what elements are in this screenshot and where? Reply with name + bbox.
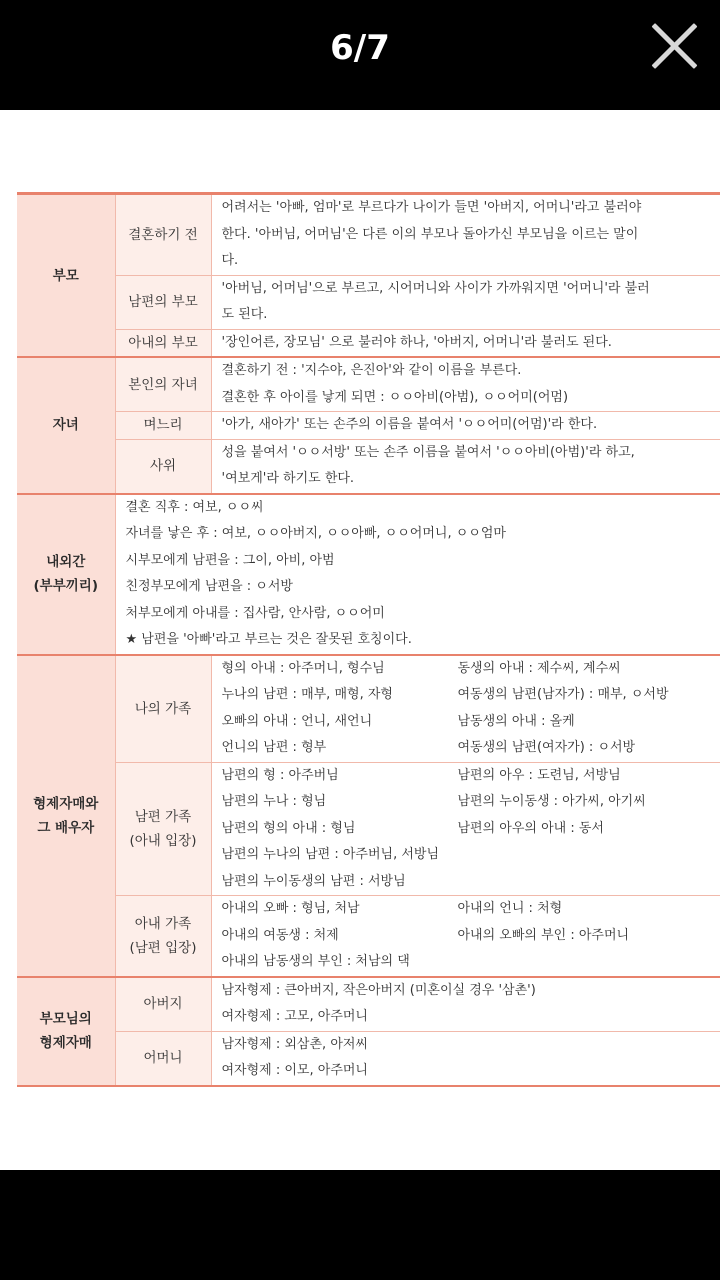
category-label: 형제자매 [39,1035,92,1051]
table-row [17,357,720,412]
description-cell [211,762,720,896]
subcategory-cell: 본인의 자녀 [115,357,211,412]
text-line: 시부모에게 남편을 : 그이, 아비, 아범 [125,552,335,568]
subcategory-cell: 사위 [115,439,211,494]
text-right: 남동생의 아내 : 올케 [457,713,575,729]
text-pair [222,816,720,843]
text-left: 누나의 남편 : 매부, 매형, 자형 [221,687,393,702]
category-cell [17,977,115,1086]
text-line: 결혼 직후 : 여보, ㅇㅇ씨 [125,499,264,515]
page-counter: 6/7 [330,28,390,68]
subcategory-cell [115,655,211,763]
text-pair [222,682,720,709]
table-row [17,977,720,1032]
category-label: 내외간 [46,554,86,570]
text-right: 여동생의 남편(남자가) : 매부, ㅇ서방 [457,687,669,702]
text-left: 남편의 형 : 아주버님 [221,767,339,783]
subcategory-label: (아내 입장) [129,832,197,849]
subcategory-cell: 결혼하기 전 [115,194,211,276]
subcategory-cell [115,896,211,977]
text-line: ★ 남편을 '아빠'라고 부르는 것은 잘못된 호칭이다. [125,632,412,647]
text-left: 언니의 남편 : 형부 [221,740,327,755]
text-line: 남편의 누이동생의 남편 : 서방님 [221,873,406,889]
text-left: 남편의 형의 아내 : 형님 [221,820,356,836]
viewer-top-bar [0,0,720,110]
subcategory-label: (남편 입장) [129,939,197,956]
subcategory-label: 남편 가족 [134,808,192,825]
table-row [17,439,720,494]
table-row [17,194,720,276]
table-row [17,655,720,763]
description-cell [211,977,720,1032]
text-pair [222,789,720,816]
category-cell [17,655,115,977]
description-cell [211,1031,720,1086]
table-row [17,762,720,896]
description-cell [211,655,720,763]
text-line: 아내의 남동생의 부인 : 처남의 댁 [221,954,410,969]
text-line: 도 된다. [221,307,268,322]
text-pair [222,656,720,683]
text-line: 친정부모에게 남편을 : ㅇ서방 [125,579,293,594]
description-cell [211,194,720,276]
text-right: 남편의 아우 : 도련님, 서방님 [457,767,621,783]
description-cell [211,329,720,357]
close-icon[interactable] [648,20,700,72]
text-line: 자녀를 낳은 후 : 여보, ㅇㅇ아버지, ㅇㅇ아빠, ㅇㅇ어머니, ㅇㅇ엄마 [125,526,506,541]
text-right: 남편의 아우의 아내 : 동서 [457,820,604,836]
text-right: 아내의 언니 : 처형 [457,901,563,916]
category-cell [17,494,115,655]
text-line: 어려서는 '아빠, 엄마'로 부르다가 나이가 들면 '아버지, 어머니'라고 불러야 [221,200,642,215]
subcategory-cell: 며느리 [115,412,211,440]
text-right: 남편의 누이동생 : 아가씨, 아기씨 [457,794,646,809]
text-line: 처부모에게 아내를 : 집사람, 안사람, ㅇㅇ어미 [125,605,385,621]
category-label: (부부끼리) [33,578,98,594]
table-row [17,896,720,977]
description-cell [115,494,720,655]
description-cell [211,412,720,440]
table-row [17,412,720,440]
image-viewport [0,110,720,1170]
viewer-bottom-bar [0,1170,720,1280]
text-line: '아버님, 어머님'으로 부르고, 시어머니와 사이가 가까워지면 '어머니'라 불러 [221,280,650,296]
text-right: 여동생의 남편(여자가) : ㅇ서방 [457,740,636,755]
subcategory-cell: 어머니 [115,1031,211,1086]
table-row [17,329,720,357]
subcategory-label: 아내 가족 [134,915,192,932]
text-pair [222,709,720,736]
text-line: 여자형제 : 이모, 아주머니 [221,1063,368,1078]
category-cell [17,194,115,358]
category-cell [17,357,115,494]
text-left: 아내의 오빠 : 형님, 처남 [221,901,360,916]
subcategory-cell: 남편의 부모 [115,275,211,329]
description-cell [211,439,720,494]
text-left: 아내의 여동생 : 처제 [221,927,339,943]
description-cell [211,275,720,329]
text-pair [222,735,720,762]
category-label: 부모님의 [39,1011,92,1027]
category-label: 자녀 [52,417,79,434]
text-left: 형의 아내 : 아주머니, 형수님 [221,660,385,676]
text-line: '여보게'라 하기도 한다. [221,471,355,486]
subcategory-cell: 아버지 [115,977,211,1032]
text-line: 한다. '아버님, 어머님'은 다른 이의 부모나 돌아가신 부모님을 이르는 말이 [221,226,639,242]
category-label: 형제자매와 [33,795,99,812]
honorifics-table [17,192,720,1087]
text-right: 동생의 아내 : 제수씨, 계수씨 [457,660,621,676]
table-row [17,1031,720,1086]
text-line: 결혼한 후 아이를 낳게 되면 : ㅇㅇ아비(아범), ㅇㅇ어미(어멈) [221,389,569,405]
text-pair [222,923,720,950]
text-line: 남자형제 : 큰아버지, 작은아버지 (미혼이실 경우 '삼촌') [221,982,536,998]
text-line: '아가, 새아가' 또는 손주의 이름을 붙여서 'ㅇㅇ어미(어멈)'라 한다. [221,417,598,432]
text-pair [222,763,720,790]
text-pair [222,896,720,923]
text-left: 오빠의 아내 : 언니, 새언니 [221,713,373,729]
text-line: '장인어른, 장모님' 으로 불러야 하나, '아버지, 어머니'라 불러도 된다. [221,334,612,350]
table-row [17,275,720,329]
table-row [17,494,720,655]
text-line: 남자형제 : 외삼촌, 아저씨 [221,1036,368,1052]
text-line: 다. [221,253,239,268]
subcategory-label: 나의 가족 [134,700,192,717]
text-line: 남편의 누나의 남편 : 아주버님, 서방님 [221,847,440,862]
description-cell [211,896,720,977]
text-line: 성을 붙여서 'ㅇㅇ서방' 또는 손주 이름을 붙여서 'ㅇㅇ아비(아범)'라 하고, [221,444,635,460]
subcategory-cell: 아내의 부모 [115,329,211,357]
description-cell [211,357,720,412]
text-left: 남편의 누나 : 형님 [221,794,327,809]
text-line: 결혼하기 전 : '지수야, 은진아'와 같이 이름을 부른다. [221,363,522,378]
category-label: 그 배우자 [37,819,95,836]
subcategory-cell [115,762,211,896]
text-right: 아내의 오빠의 부인 : 아주머니 [457,927,630,943]
category-label: 부모 [52,267,79,284]
text-line: 여자형제 : 고모, 아주머니 [221,1009,368,1024]
